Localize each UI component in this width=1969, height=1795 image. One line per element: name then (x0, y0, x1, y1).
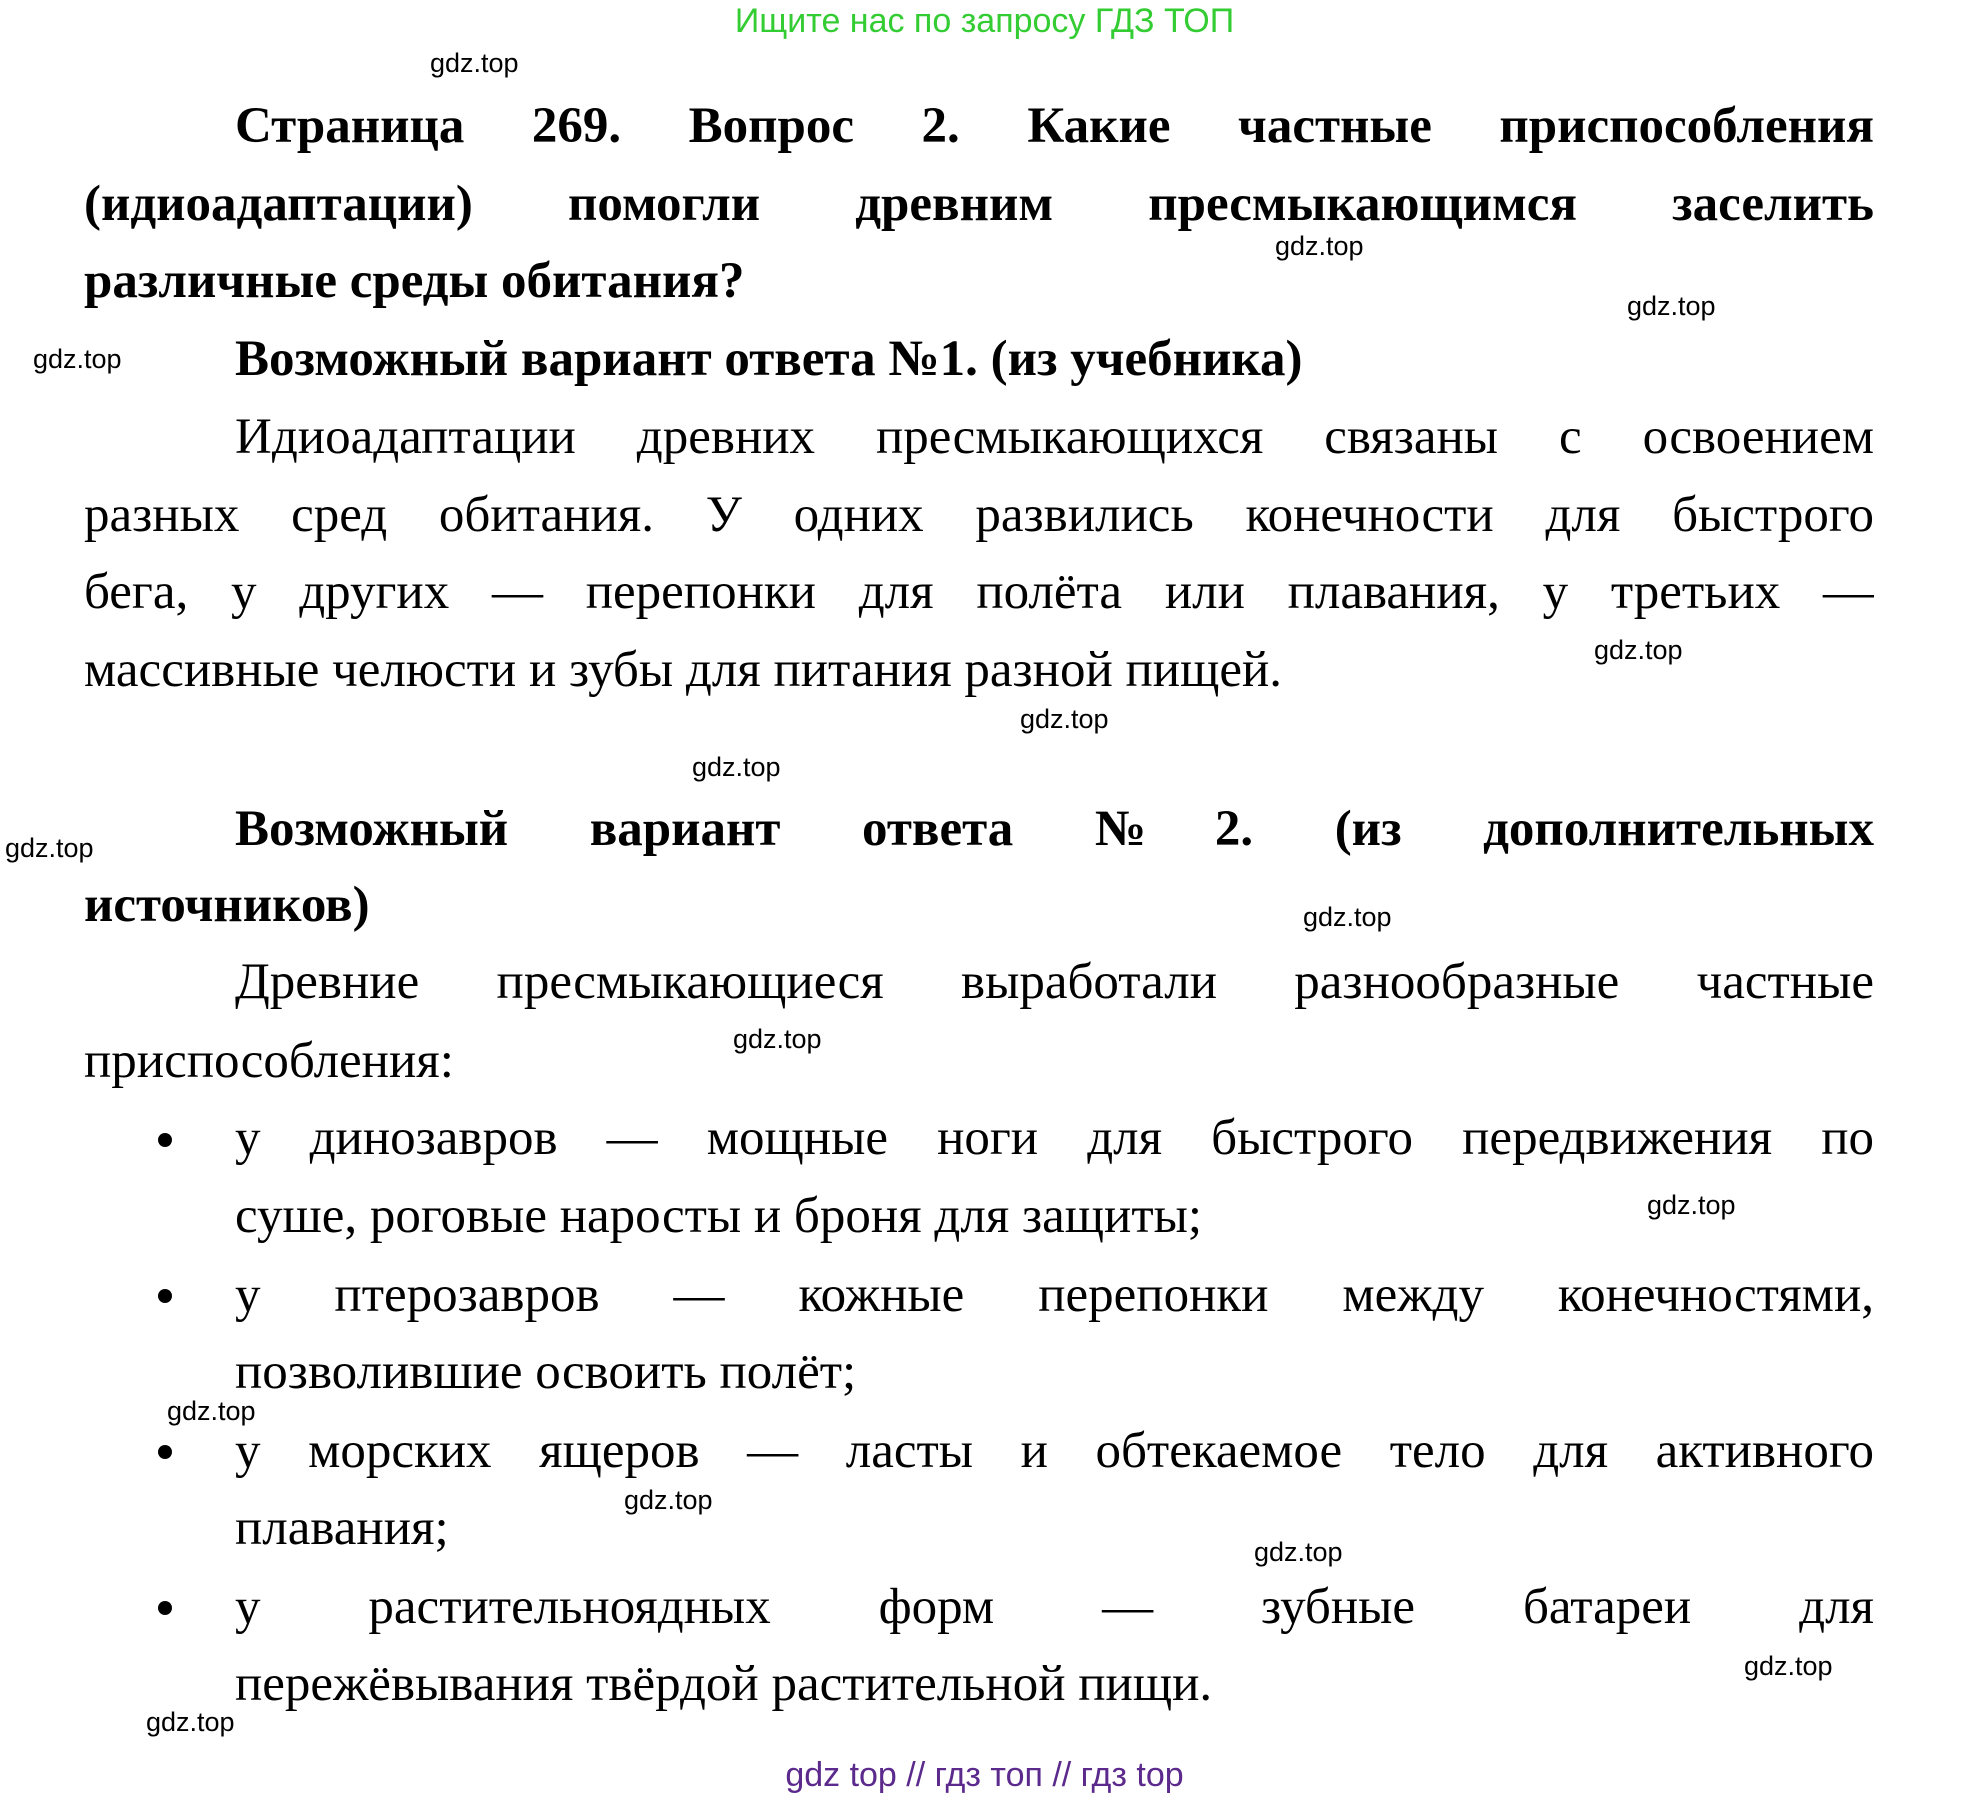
list-item: у растительноядных форм — зубные батареи для (235, 1579, 1874, 1635)
search-banner: Ищите нас по запросу ГДЗ ТОП (734, 2, 1235, 40)
watermark: gdz.top (146, 1707, 235, 1737)
watermark: gdz.top (1254, 1537, 1343, 1567)
list-item: плавания; (235, 1500, 449, 1556)
answer-1-text-line: массивные челюсти и зубы для питания разной пищей. (84, 642, 1283, 698)
question-title-line: Страница 269. Вопрос 2. Какие частные приспособления (235, 98, 1874, 154)
answer-2-text-line: приспособления: (84, 1033, 454, 1089)
watermark: gdz.top (430, 48, 519, 78)
bullet-icon (158, 1289, 172, 1303)
watermark: gdz.top (692, 752, 781, 782)
answer-1-text-line: бега, у других — перепонки для полёта или плавания, у третьих — (84, 564, 1874, 620)
list-item: у морских ящеров — ласты и обтекаемое тело для активного (235, 1423, 1874, 1479)
list-item: суше, роговые наросты и броня для защиты; (235, 1188, 1203, 1244)
watermark: gdz.top (1594, 635, 1683, 665)
bullet-icon (158, 1601, 172, 1615)
question-title-line: различные среды обитания? (84, 253, 745, 309)
watermark: gdz.top (1647, 1190, 1736, 1220)
watermark: gdz.top (167, 1396, 256, 1426)
watermark: gdz.top (733, 1024, 822, 1054)
watermark: gdz.top (5, 833, 94, 863)
answer-1-text-line: разных сред обитания. У одних развились конечности для быстрого (84, 487, 1874, 543)
footer-links: gdz top // гдз топ // гдз top (785, 1756, 1184, 1794)
list-item: у динозавров — мощные ноги для быстрого передвижения по (235, 1110, 1874, 1166)
list-item: позволившие освоить полёт; (235, 1344, 857, 1400)
watermark: gdz.top (1744, 1651, 1833, 1681)
answer-2-text-line: Древние пресмыкающиеся выработали разнообразные частные (235, 954, 1874, 1010)
bullet-icon (158, 1445, 172, 1459)
bullet-icon (158, 1133, 172, 1147)
watermark: gdz.top (624, 1485, 713, 1515)
watermark: gdz.top (1275, 231, 1364, 261)
answer-2-heading: Возможный вариант ответа №2. (из дополнительных (235, 801, 1874, 857)
watermark: gdz.top (33, 344, 122, 374)
answer-2-heading: источников) (84, 877, 370, 933)
answer-1-heading: Возможный вариант ответа №1. (из учебника) (235, 331, 1303, 387)
watermark: gdz.top (1303, 902, 1392, 932)
question-title-line: (идиоадаптации) помогли древним пресмыкающимся заселить (84, 176, 1874, 232)
answer-1-text-line: Идиоадаптации древних пресмыкающихся связаны с освоением (235, 409, 1874, 465)
watermark: gdz.top (1627, 291, 1716, 321)
list-item: у птерозавров — кожные перепонки между конечностями, (235, 1267, 1874, 1323)
watermark: gdz.top (1020, 704, 1109, 734)
list-item: пережёвывания твёрдой растительной пищи. (235, 1656, 1213, 1712)
